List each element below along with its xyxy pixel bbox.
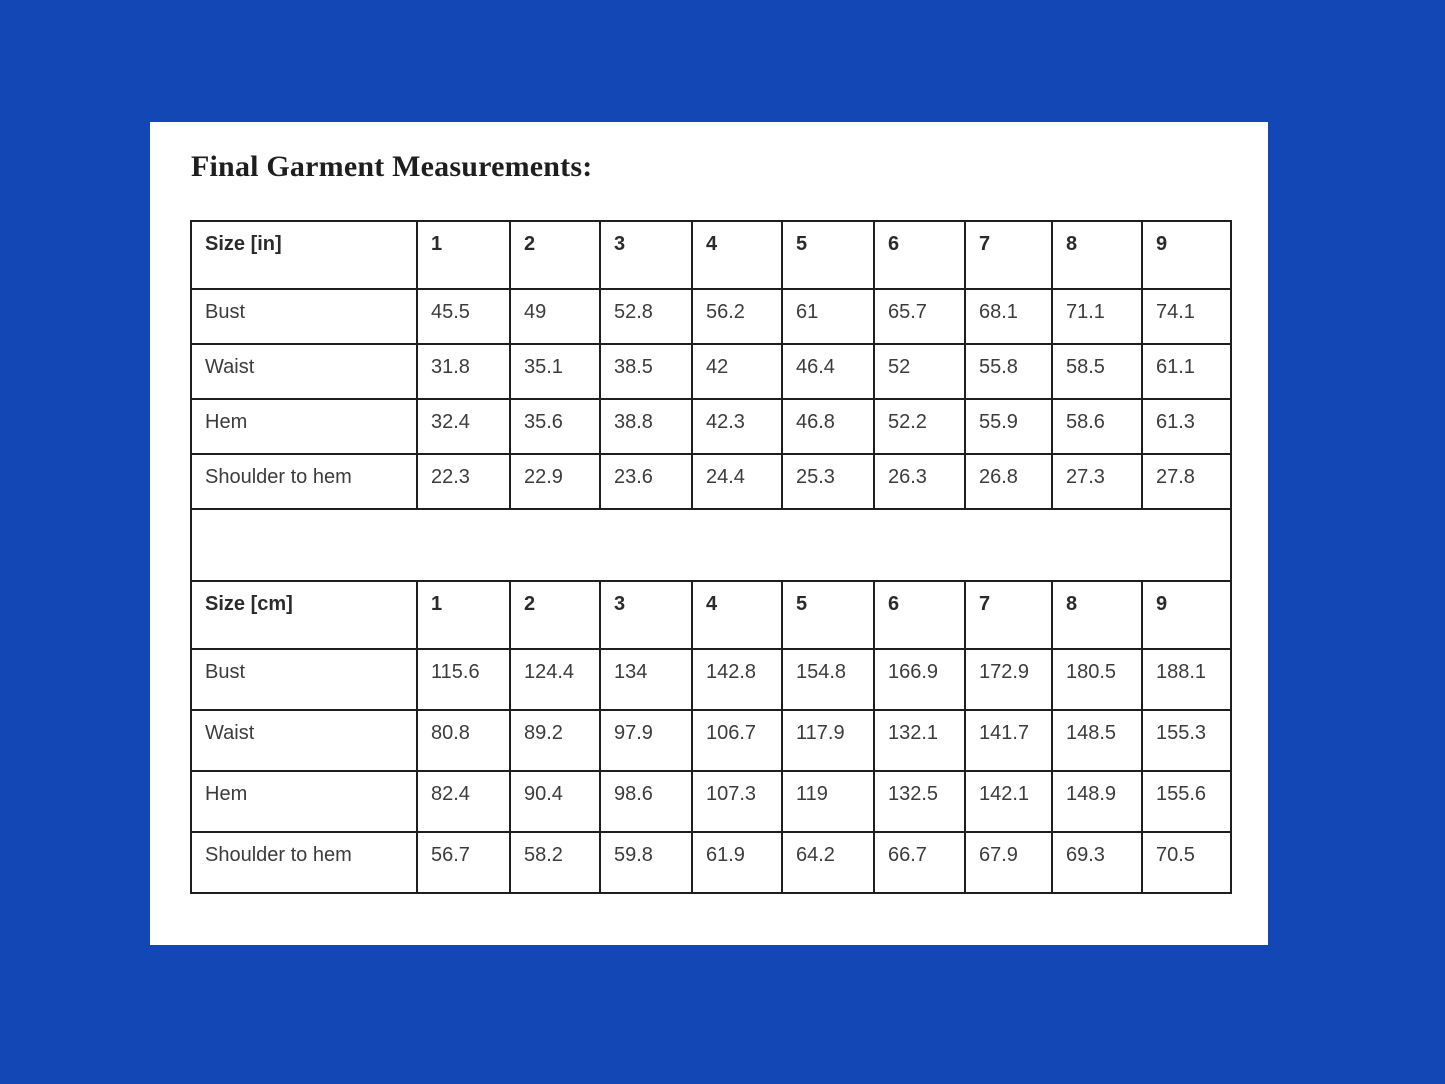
value-cell: 24.4 (692, 454, 782, 509)
cm-table-row (191, 710, 1231, 771)
value-cell: 55.8 (965, 344, 1052, 399)
inches-table-row (191, 289, 1231, 344)
value-cell: 97.9 (600, 710, 692, 771)
inches-unit-header-cell: Size [in] (191, 221, 417, 289)
value-cell: 59.8 (600, 832, 692, 893)
value-cell: 26.8 (965, 454, 1052, 509)
value-cell: 46.4 (782, 344, 874, 399)
inches-size-header-cell: 7 (965, 221, 1052, 289)
row-label: Hem (191, 771, 417, 832)
value-cell: 148.5 (1052, 710, 1142, 771)
value-cell: 58.6 (1052, 399, 1142, 454)
inches-size-header-cell: 1 (417, 221, 510, 289)
value-cell: 61.1 (1142, 344, 1231, 399)
row-label: Shoulder to hem (191, 454, 417, 509)
value-cell: 132.5 (874, 771, 965, 832)
value-cell: 141.7 (965, 710, 1052, 771)
value-cell: 119 (782, 771, 874, 832)
row-label: Waist (191, 710, 417, 771)
value-cell: 56.7 (417, 832, 510, 893)
inches-size-header-cell: 9 (1142, 221, 1231, 289)
row-label: Hem (191, 399, 417, 454)
value-cell: 25.3 (782, 454, 874, 509)
value-cell: 124.4 (510, 649, 600, 710)
value-cell: 23.6 (600, 454, 692, 509)
value-cell: 70.5 (1142, 832, 1231, 893)
value-cell: 58.2 (510, 832, 600, 893)
value-cell: 90.4 (510, 771, 600, 832)
inches-table-row (191, 344, 1231, 399)
value-cell: 49 (510, 289, 600, 344)
value-cell: 55.9 (965, 399, 1052, 454)
value-cell: 134 (600, 649, 692, 710)
value-cell: 106.7 (692, 710, 782, 771)
spacer-cell (191, 509, 1231, 581)
value-cell: 155.3 (1142, 710, 1231, 771)
value-cell: 98.6 (600, 771, 692, 832)
cm-size-header-cell: 1 (417, 581, 510, 649)
value-cell: 38.5 (600, 344, 692, 399)
cm-size-header-cell: 3 (600, 581, 692, 649)
row-label: Bust (191, 649, 417, 710)
value-cell: 32.4 (417, 399, 510, 454)
value-cell: 61 (782, 289, 874, 344)
cm-size-header-cell: 2 (510, 581, 600, 649)
row-label: Shoulder to hem (191, 832, 417, 893)
value-cell: 46.8 (782, 399, 874, 454)
value-cell: 80.8 (417, 710, 510, 771)
value-cell: 56.2 (692, 289, 782, 344)
cm-unit-header-cell: Size [cm] (191, 581, 417, 649)
value-cell: 61.9 (692, 832, 782, 893)
value-cell: 71.1 (1052, 289, 1142, 344)
value-cell: 38.8 (600, 399, 692, 454)
value-cell: 132.1 (874, 710, 965, 771)
inches-size-header-cell: 8 (1052, 221, 1142, 289)
cm-header-row (191, 581, 1231, 649)
value-cell: 188.1 (1142, 649, 1231, 710)
value-cell: 68.1 (965, 289, 1052, 344)
value-cell: 61.3 (1142, 399, 1231, 454)
inches-size-header-cell: 4 (692, 221, 782, 289)
value-cell: 74.1 (1142, 289, 1231, 344)
inches-size-header-cell: 3 (600, 221, 692, 289)
row-label: Bust (191, 289, 417, 344)
value-cell: 148.9 (1052, 771, 1142, 832)
row-label: Waist (191, 344, 417, 399)
inches-size-header-cell: 6 (874, 221, 965, 289)
cm-size-header-cell: 9 (1142, 581, 1231, 649)
cm-table-row (191, 649, 1231, 710)
value-cell: 64.2 (782, 832, 874, 893)
value-cell: 22.9 (510, 454, 600, 509)
value-cell: 89.2 (510, 710, 600, 771)
cm-table-row (191, 832, 1231, 893)
value-cell: 65.7 (874, 289, 965, 344)
measurements-table-body (191, 221, 1231, 893)
value-cell: 58.5 (1052, 344, 1142, 399)
value-cell: 27.3 (1052, 454, 1142, 509)
value-cell: 42.3 (692, 399, 782, 454)
document-panel (150, 122, 1268, 945)
cm-table-row (191, 771, 1231, 832)
value-cell: 35.1 (510, 344, 600, 399)
inches-table-row (191, 454, 1231, 509)
value-cell: 52.8 (600, 289, 692, 344)
value-cell: 82.4 (417, 771, 510, 832)
inches-size-header-cell: 5 (782, 221, 874, 289)
value-cell: 45.5 (417, 289, 510, 344)
cm-size-header-cell: 7 (965, 581, 1052, 649)
value-cell: 166.9 (874, 649, 965, 710)
value-cell: 69.3 (1052, 832, 1142, 893)
value-cell: 31.8 (417, 344, 510, 399)
cm-size-header-cell: 6 (874, 581, 965, 649)
table-spacer-row (191, 509, 1231, 581)
value-cell: 117.9 (782, 710, 874, 771)
value-cell: 27.8 (1142, 454, 1231, 509)
value-cell: 52 (874, 344, 965, 399)
inches-table-row (191, 399, 1231, 454)
cm-size-header-cell: 4 (692, 581, 782, 649)
value-cell: 52.2 (874, 399, 965, 454)
cm-size-header-cell: 8 (1052, 581, 1142, 649)
value-cell: 22.3 (417, 454, 510, 509)
value-cell: 66.7 (874, 832, 965, 893)
value-cell: 107.3 (692, 771, 782, 832)
value-cell: 67.9 (965, 832, 1052, 893)
value-cell: 155.6 (1142, 771, 1231, 832)
value-cell: 142.8 (692, 649, 782, 710)
inches-header-row (191, 221, 1231, 289)
value-cell: 172.9 (965, 649, 1052, 710)
value-cell: 26.3 (874, 454, 965, 509)
value-cell: 115.6 (417, 649, 510, 710)
value-cell: 154.8 (782, 649, 874, 710)
value-cell: 142.1 (965, 771, 1052, 832)
value-cell: 180.5 (1052, 649, 1142, 710)
measurements-table (190, 220, 1232, 894)
value-cell: 35.6 (510, 399, 600, 454)
inches-size-header-cell: 2 (510, 221, 600, 289)
page-title: Final Garment Measurements: (191, 150, 593, 183)
value-cell: 42 (692, 344, 782, 399)
cm-size-header-cell: 5 (782, 581, 874, 649)
